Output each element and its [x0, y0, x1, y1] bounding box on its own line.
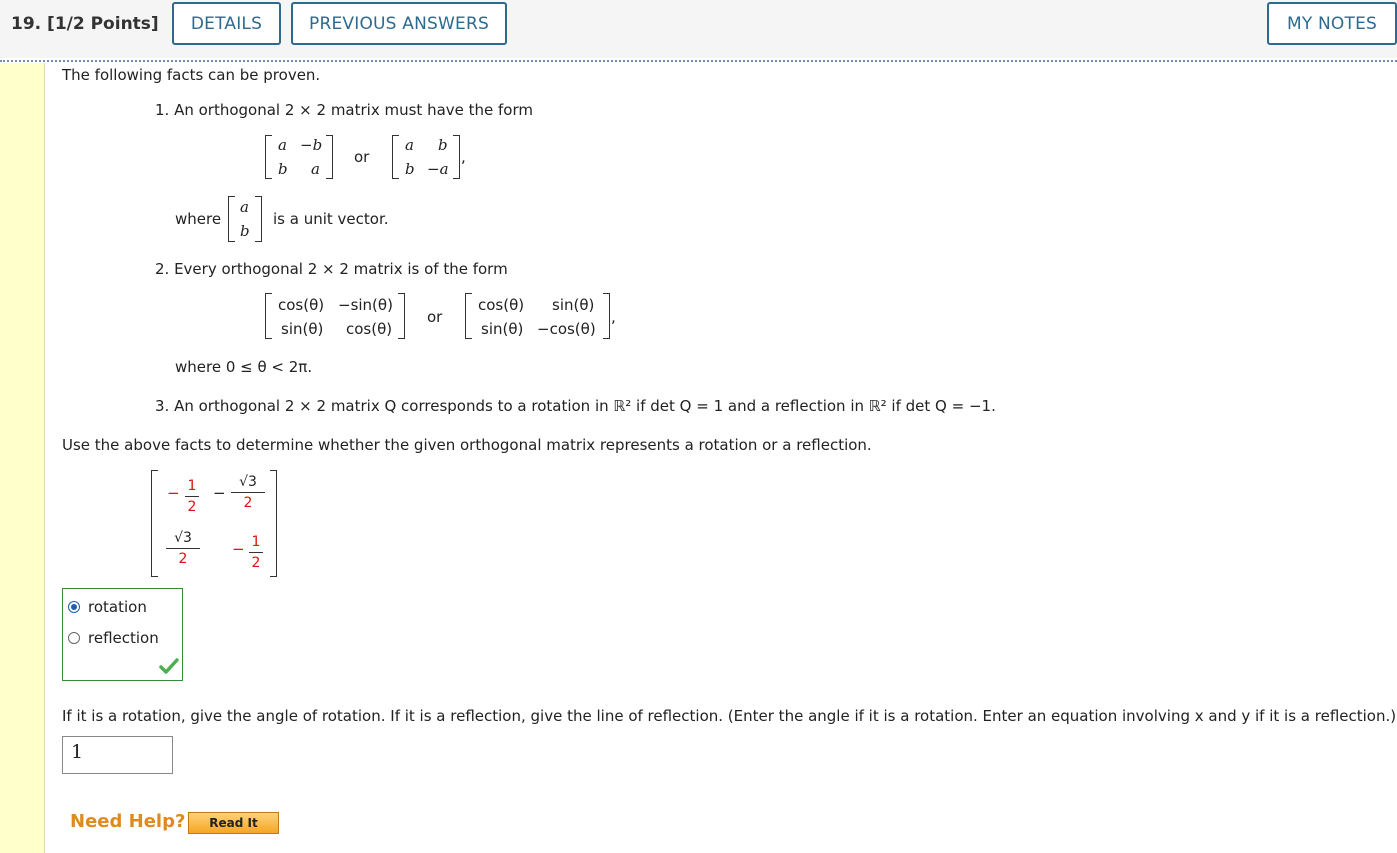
- fact2-matrix-b: [465, 293, 610, 339]
- fraction: [231, 474, 265, 511]
- fraction: [166, 530, 200, 567]
- numerator: 1: [187, 478, 197, 494]
- matrix-cell: cos(θ): [346, 320, 393, 338]
- instruction-text: Use the above facts to determine whether the given orthogonal matrix represents a rotation or a reflection.: [62, 436, 872, 454]
- denominator: 2: [187, 499, 197, 515]
- rotation-radio[interactable]: [68, 601, 80, 613]
- matrix-cell: −b: [300, 136, 323, 154]
- reflection-label[interactable]: reflection: [88, 629, 159, 647]
- matrix-cell: −a: [427, 160, 449, 178]
- fact-1-text: 1. An orthogonal 2 × 2 matrix must have the form: [155, 101, 533, 119]
- question-number: [11, 14, 159, 34]
- points-label: [1/2 Points]: [47, 14, 159, 34]
- minus-sign: −: [232, 540, 245, 558]
- matrix-cell: a: [405, 136, 414, 154]
- numerator: √3: [174, 530, 192, 546]
- minus-sign: −: [167, 484, 180, 502]
- header-divider: [0, 60, 1397, 62]
- given-matrix: [151, 470, 277, 577]
- denominator: 2: [243, 495, 253, 511]
- matrix-cell: −sin(θ): [338, 296, 393, 314]
- checkmark-icon: [159, 657, 179, 675]
- fraction: [185, 478, 199, 515]
- previous-answers-button[interactable]: PREVIOUS ANSWERS: [291, 2, 507, 45]
- theta-range: where 0 ≤ θ < 2π.: [175, 358, 313, 376]
- intro-text: The following facts can be proven.: [62, 66, 321, 84]
- rotation-label[interactable]: rotation: [88, 598, 147, 616]
- where-label: where: [175, 210, 222, 228]
- denominator: 2: [251, 555, 261, 571]
- read-it-button[interactable]: Read It: [188, 812, 279, 834]
- matrix-cell: b: [278, 160, 288, 178]
- numerator: 1: [251, 534, 261, 550]
- matrix-cell: sin(θ): [281, 320, 324, 338]
- fact-3-text: 3. An orthogonal 2 × 2 matrix Q corresponds to a rotation in ℝ² if det Q = 1 and a reflection in ℝ² if det Q = −1.: [155, 397, 996, 415]
- details-button[interactable]: DETAILS: [172, 2, 281, 45]
- matrix-cell: −cos(θ): [537, 320, 596, 338]
- matrix-cell: b: [405, 160, 415, 178]
- angle-answer-input[interactable]: 1: [62, 736, 173, 774]
- reflection-radio[interactable]: [68, 632, 80, 644]
- fraction: [249, 534, 263, 571]
- matrix-cell: cos(θ): [278, 296, 325, 314]
- left-gutter: [0, 63, 45, 853]
- followup-prompt: If it is a rotation, give the angle of rotation. If it is a reflection, give the line of reflection. (Enter the angle if it is a rotation. Enter an equation involving x and y if it is a reflection.): [62, 707, 1397, 725]
- unit-vector: [228, 196, 262, 242]
- matrix-cell: cos(θ): [478, 296, 525, 314]
- matrix-cell: a: [278, 136, 287, 154]
- matrix-cell: b: [438, 136, 448, 154]
- my-notes-button[interactable]: MY NOTES: [1267, 2, 1397, 45]
- vector-cell: b: [240, 222, 250, 240]
- numerator: √3: [239, 474, 257, 490]
- fact-2-text: 2. Every orthogonal 2 × 2 matrix is of the form: [155, 260, 508, 278]
- matrix-cell: a: [311, 160, 320, 178]
- or-label: or: [427, 308, 443, 326]
- comma: ,: [611, 308, 616, 326]
- comma: ,: [461, 148, 466, 166]
- or-label: or: [354, 148, 370, 166]
- fact1-matrix-a: [265, 135, 333, 179]
- denominator: 2: [178, 551, 188, 567]
- question-number-text: 19.: [11, 14, 42, 34]
- matrix-cell: sin(θ): [552, 296, 595, 314]
- need-help-label: Need Help?: [70, 811, 186, 832]
- unit-vector-text: is a unit vector.: [273, 210, 389, 228]
- question-header: [0, 0, 1397, 58]
- matrix-cell: sin(θ): [481, 320, 524, 338]
- fact1-matrix-b: [392, 135, 460, 179]
- minus-sign: −: [213, 484, 226, 502]
- fact2-matrix-a: [265, 293, 405, 339]
- vector-cell: a: [240, 198, 249, 216]
- answer-choices: [62, 588, 183, 681]
